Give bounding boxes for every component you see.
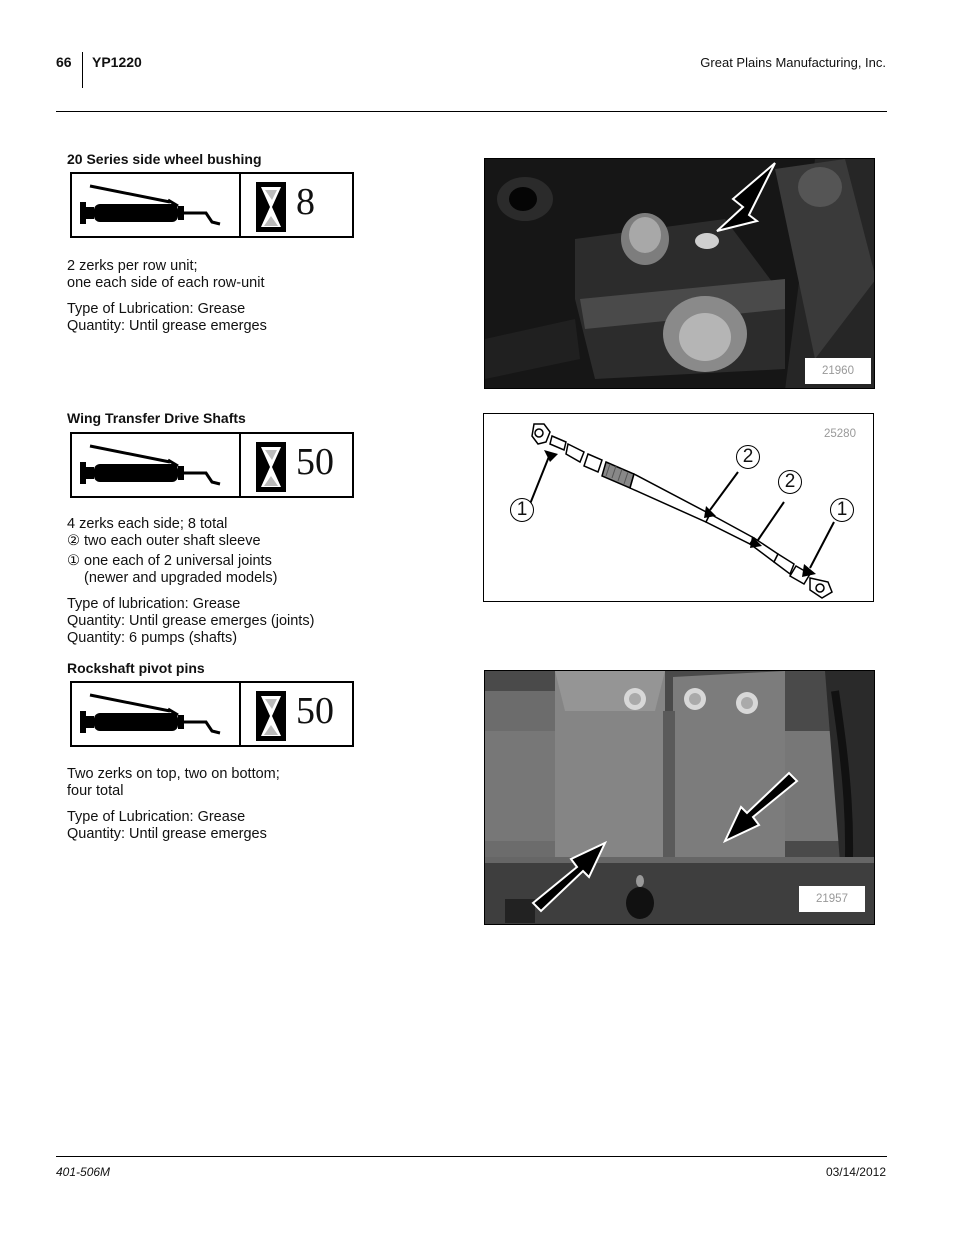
hourglass-icon (256, 182, 286, 232)
company-name: Great Plains Manufacturing, Inc. (700, 55, 886, 70)
figure-number: 21960 (805, 358, 871, 384)
callout-1: 1 (830, 498, 854, 522)
grease-gun-icon (80, 180, 230, 230)
lube-interval-box (70, 432, 354, 498)
callout-2: 2 (736, 445, 760, 469)
figure-number: 21957 (799, 886, 865, 912)
lube-interval-box (70, 172, 354, 238)
header-divider (82, 52, 83, 88)
section-title-wing-transfer-drive-shafts: Wing Transfer Drive Shafts (67, 410, 246, 426)
grease-gun-icon (80, 440, 230, 490)
interval-hours: 50 (296, 441, 334, 483)
section-description: 2 zerks per row unit; one each side of each row-unit Type of Lubrication: Grease Quantity: Until grease emerges (67, 258, 267, 334)
section-title-rockshaft-pivot-pins: Rockshaft pivot pins (67, 660, 205, 676)
hourglass-icon (256, 691, 286, 741)
header-rule (56, 111, 887, 112)
section-description: Two zerks on top, two on bottom; four total Type of Lubrication: Grease Quantity: Until grease emerges (67, 766, 280, 842)
grease-gun-icon (80, 689, 230, 739)
hourglass-icon (256, 442, 286, 492)
interval-hours: 8 (296, 181, 315, 223)
section-title-side-wheel-bushing: 20 Series side wheel bushing (67, 151, 262, 167)
section-description: 4 zerks each side; 8 total ② two each outer shaft sleeve ① one each of 2 universal joints (newer and upgraded models) Type of lubrication: Grease Quantity: Until grease emerges (joints) Quantity: 6 pumps (shafts) (67, 516, 315, 646)
callout-2: 2 (778, 470, 802, 494)
photo-side-wheel-bushing (484, 158, 875, 389)
callout-1: 1 (510, 498, 534, 522)
document-number: 401-506M (56, 1165, 111, 1179)
photo-rockshaft-pivot-pins (484, 670, 875, 925)
revision-date: 03/14/2012 (825, 1165, 886, 1179)
lube-interval-box (70, 681, 354, 747)
model-title: YP1220 (92, 54, 142, 70)
footer-rule (56, 1156, 887, 1157)
interval-hours: 50 (296, 690, 334, 732)
diagram-drive-shaft (483, 413, 874, 602)
page-number: 66 (56, 54, 72, 70)
figure-number: 25280 (824, 428, 856, 440)
